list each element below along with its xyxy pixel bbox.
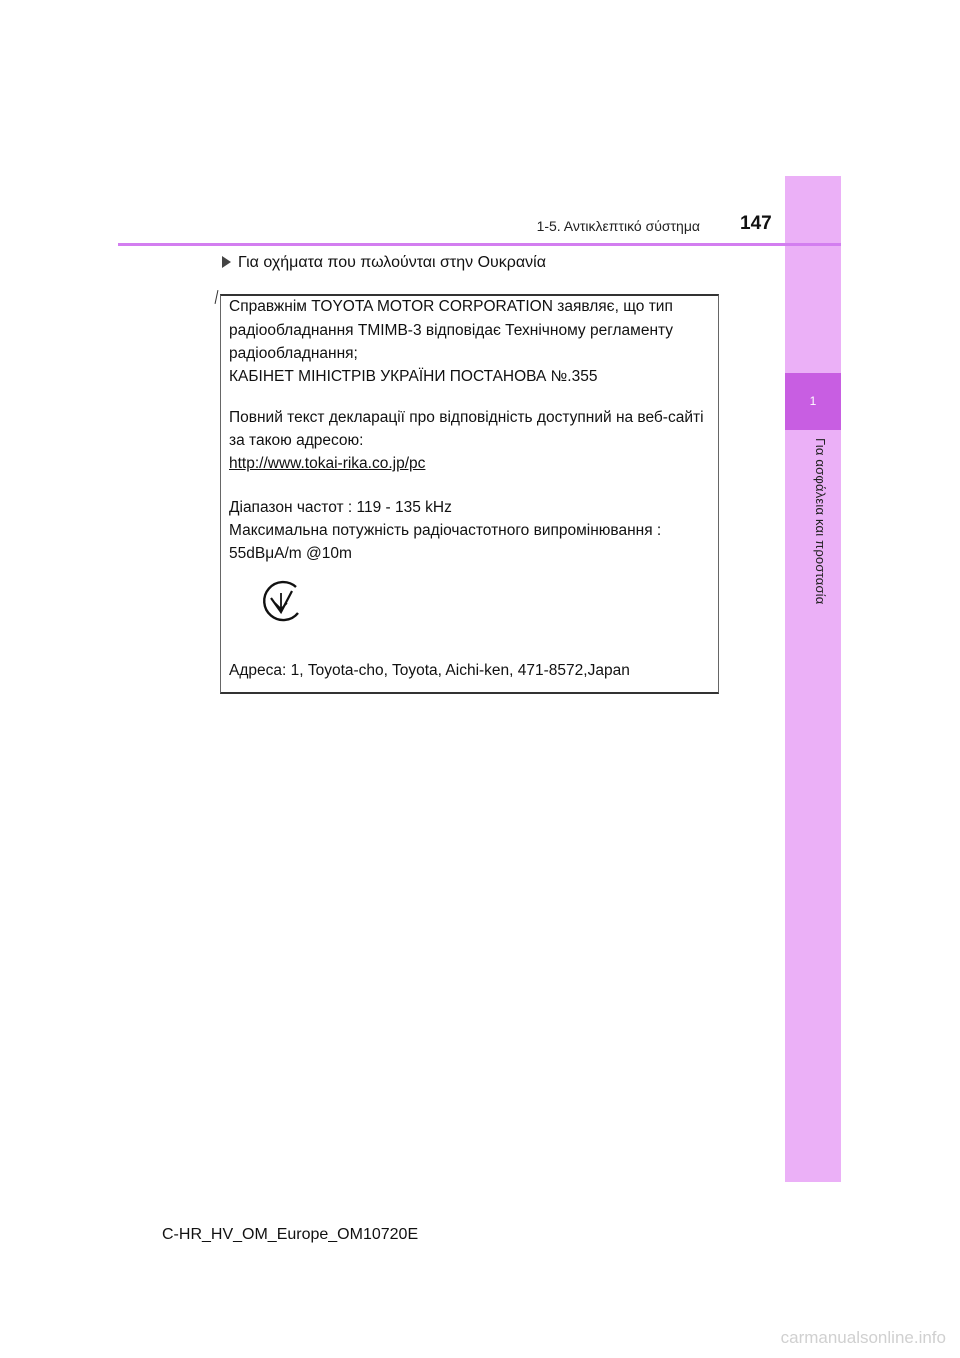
chapter-number-tab xyxy=(785,373,841,430)
chapter-label: Για ασφάλεια και προστασία xyxy=(813,438,828,605)
declaration-line: Максимальна потужність радіочастотного випромінювання : xyxy=(229,522,662,539)
declaration-line: КАБІНЕТ МІНІСТРІВ УКРАЇНИ ПОСТАНОВА №.355 xyxy=(229,368,598,385)
watermark: carmanualsonline.info xyxy=(780,1328,946,1347)
page-number: 147 xyxy=(740,213,772,234)
declaration-line: радіообладнання TMIMB-3 відповідає Технічному регламенту xyxy=(229,322,674,339)
subheading-text: Για οχήματα που πωλούνται στην Ουκρανία xyxy=(238,254,546,271)
declaration-line: Діапазон частот : 119 - 135 kHz xyxy=(229,499,452,516)
footer-doc-id: C-HR_HV_OM_Europe_OM10720E xyxy=(162,1226,419,1243)
section-title: 1-5. Αντικλεπτικό σύστημα xyxy=(536,218,700,234)
chapter-number: 1 xyxy=(809,394,817,408)
triangle-bullet-icon xyxy=(222,256,231,268)
declaration-line: Справжнім TOYOTA MOTOR CORPORATION заявляє, що тип xyxy=(229,298,673,315)
subheading xyxy=(222,254,546,272)
declaration-line: Повний текст декларації про відповідність доступний на веб-сайті xyxy=(229,409,704,426)
declaration-line: 55dBμA/m @10m xyxy=(229,545,352,562)
scan-edge-mark xyxy=(215,290,219,304)
ukrainian-conformity-mark-icon xyxy=(258,578,304,624)
declaration-address: Адреса: 1, Toyota-cho, Toyota, Aichi-ken, 471-8572,Japan xyxy=(229,662,630,679)
chapter-side-tab xyxy=(785,176,841,1182)
declaration-line: радіообладнання; xyxy=(229,345,358,362)
declaration-line: за такою адресою: xyxy=(229,432,364,449)
declaration-url-link[interactable]: http://www.tokai-rika.co.jp/pc xyxy=(229,455,426,472)
header-rule xyxy=(118,243,841,246)
